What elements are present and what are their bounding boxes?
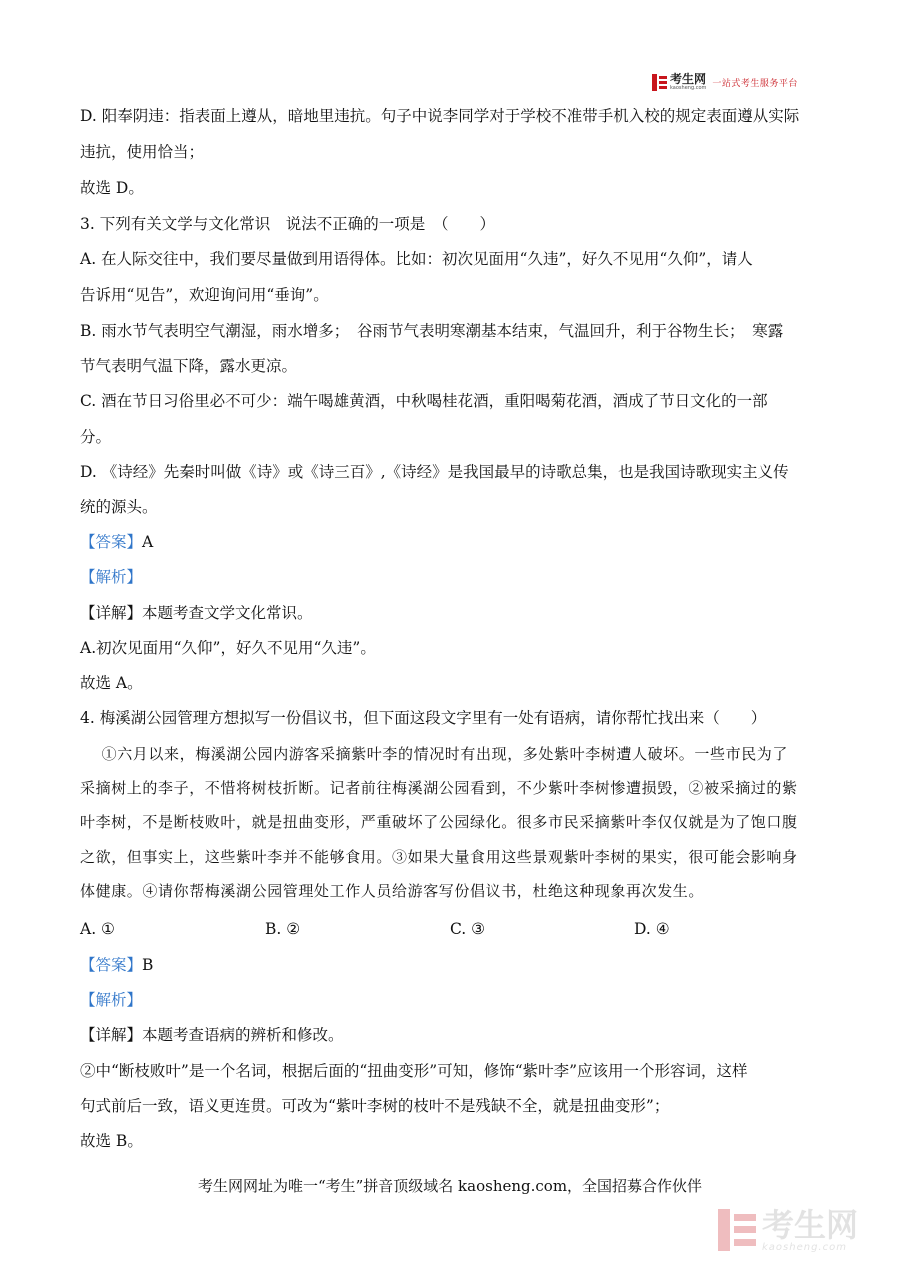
answer-tag: 【答案】 (80, 533, 143, 551)
watermark-name: 考生网 (762, 1205, 859, 1244)
watermark-url: kaosheng.com (762, 1241, 847, 1253)
text-line: D. 阳奉阴违：指表面上遵从，暗地里违抗。句子中说李同学对于学校不准带手机入校的规定表面遵从实际 (80, 107, 800, 125)
text-line: 句式前后一致，语义更连贯。可改为“紫叶李树的枝叶不是残缺不全，就是扭曲变形”； (80, 1097, 670, 1115)
text-line: 违抗，使用恰当； (80, 143, 205, 161)
logo-slogan: 一站式考生服务平台 (712, 78, 798, 89)
text-line: D. 《诗经》先秦时叫做《诗》或《诗三百》,《诗经》是我国最早的诗歌总集，也是我国诗歌现实主义传 (80, 463, 789, 481)
text-line: 故选 A。 (80, 674, 143, 692)
text-line: 分。 (80, 428, 112, 446)
text-line: A.初次见面用“久仰”，好久不见用“久违”。 (80, 639, 376, 657)
option-a: A. ① (80, 920, 115, 938)
logo-url: kaosheng.com (670, 85, 707, 91)
answer-value: A (142, 533, 154, 551)
passage-line: 叶李树，不是断枝败叶，就是扭曲变形，严重破坏了公园绿化。很多市民采摘紫叶李仅仅就是为了饱口腹 (80, 813, 798, 831)
text-line: 【详解】本题考查文学文化常识。 (80, 604, 313, 622)
text-line: B. 雨水节气表明空气潮湿，雨水增多； 谷雨节气表明寒潮基本结束，气温回升，利于谷物生长； 寒露 (80, 322, 784, 340)
text-line: ②中“断枝败叶”是一个名词，根据后面的“扭曲变形”可知，修饰“紫叶李”应该用一个形容词，这样 (80, 1062, 748, 1080)
option-d: D. ④ (634, 920, 670, 938)
analysis-row (80, 990, 142, 1010)
answer-value: B (142, 956, 154, 974)
watermark-logo (718, 1200, 888, 1260)
passage-line: 采摘树上的李子，不惜将树枝折断。记者前往梅溪湖公园看到，不少紫叶李树惨遭损毁，②被采摘过的紫 (80, 779, 798, 797)
text-line: 故选 B。 (80, 1132, 143, 1150)
text-line: A. 在人际交往中，我们要尽量做到用语得体。比如：初次见面用“久违”，好久不见用“久仰”，请人 (80, 250, 753, 268)
passage-line: 之欲，但事实上，这些紫叶李并不能够食用。③如果大量食用这些景观紫叶李树的果实，很可能会影响身 (80, 848, 798, 866)
answer-row (80, 532, 153, 552)
answer-tag: 【答案】 (80, 956, 143, 974)
question-4-stem: 4. 梅溪湖公园管理方想拟写一份倡议书，但下面这段文字里有一处有语病，请你帮忙找出来（ ） (80, 709, 767, 727)
page-footer: 考生网网址为唯一“考生”拼音顶级域名 kaosheng.com，全国招募合作伙伴 (197, 1177, 703, 1195)
text-line: 统的源头。 (80, 498, 158, 516)
analysis-row (80, 567, 142, 587)
watermark-icon (718, 1209, 756, 1251)
text-line: 【详解】本题考查语病的辨析和修改。 (80, 1026, 344, 1044)
option-c: C. ③ (450, 920, 486, 938)
text-line: C. 酒在节日习俗里必不可少：端午喝雄黄酒，中秋喝桂花酒，重阳喝菊花酒，酒成了节日文化的一部 (80, 392, 768, 410)
text-line: 节气表明气温下降，露水更凉。 (80, 357, 298, 375)
analysis-tag: 【解析】 (80, 568, 143, 586)
question-3-stem: 3. 下列有关文学与文化常识 说法不正确的一项是 （ ） (80, 215, 495, 233)
text-line: 告诉用“见告”，欢迎询问用“垂询”。 (80, 286, 329, 304)
text-line: 故选 D。 (80, 179, 144, 197)
logo-icon (652, 74, 667, 91)
analysis-tag: 【解析】 (80, 991, 143, 1009)
logo-name: 考生网 (670, 72, 707, 86)
passage-line: 体健康。④请你帮梅溪湖公园管理处工作人员给游客写份倡议书，杜绝这种现象再次发生。 (80, 882, 705, 900)
header-logo (652, 70, 798, 94)
answer-row (80, 955, 153, 975)
option-b: B. ② (265, 920, 301, 938)
passage-line: ①六月以来，梅溪湖公园内游客采摘紫叶李的情况时有出现，多处紫叶李树遭人破坏。一些市民为了 (86, 745, 789, 763)
